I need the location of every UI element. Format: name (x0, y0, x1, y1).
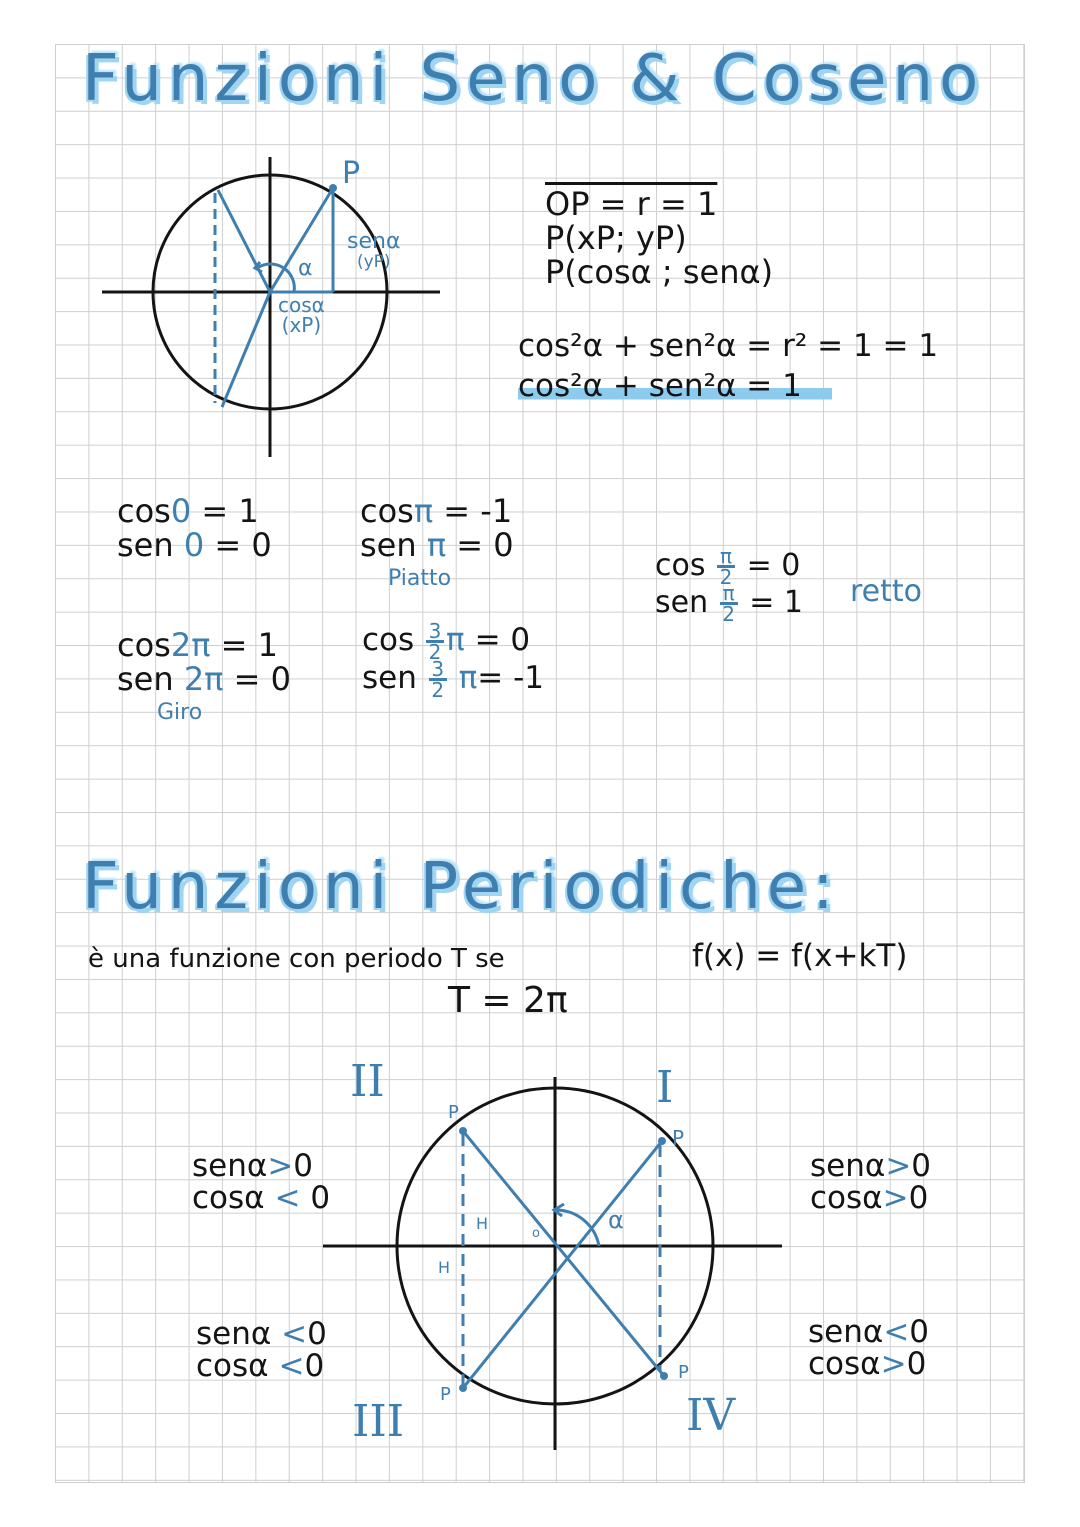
definition-radius: OP = r = 1 (545, 185, 718, 223)
fraction-pi-over-2: $\frac{\pi}{2}$ (717, 548, 735, 585)
sin-label-text: senα (347, 229, 401, 254)
fundamental-identity: cos²α + sen²α = 1 (518, 368, 832, 404)
sen-text: sen (655, 585, 709, 620)
quadrant-numeral-iii: III (352, 1396, 405, 1447)
sen-value: = 1 (749, 585, 803, 620)
point-p-label: P (342, 156, 361, 191)
angle-alpha-label: α (298, 256, 313, 281)
values-angle-2pi (117, 628, 291, 730)
angle-name-retto: retto (850, 574, 923, 609)
sign-symbol: < (883, 1314, 910, 1350)
page-title: Funzioni Seno & Coseno (82, 42, 985, 116)
cos-value: = -1 (443, 492, 513, 530)
sign-symbol: > (882, 1180, 909, 1216)
cos-text: cos (655, 548, 706, 583)
unit-circle-diagram-top (102, 157, 440, 457)
cos-value: = 0 (746, 548, 801, 583)
sen-value: = -1 (477, 660, 545, 696)
definitions-block (545, 187, 773, 289)
cos-value: = 1 (220, 626, 278, 664)
angle-text: π (426, 526, 447, 564)
point-p-label-iii: P (440, 1384, 451, 1405)
sen-text: sen (117, 660, 174, 698)
angle-text: 0 (183, 526, 205, 564)
cos-text: cos (117, 492, 171, 530)
periodic-definition: è una funzione con periodo T se (88, 944, 505, 974)
angle-text: 0 (170, 492, 192, 530)
identity-derivation: cos²α + sen²α = r² = 1 = 1 (518, 328, 939, 364)
point-p-label-ii: P (448, 1102, 459, 1123)
sign-symbol: < (281, 1316, 308, 1352)
sign-symbol: < (274, 1180, 301, 1216)
sen-text: sen (362, 660, 417, 696)
sin-label (347, 229, 401, 272)
pi-text: π (458, 660, 478, 696)
cos-value: = 1 (201, 492, 259, 530)
angle-alpha-label-2: α (608, 1206, 624, 1234)
quadrant-numeral-iv: IV (686, 1390, 736, 1441)
sign-symbol: > (880, 1346, 907, 1382)
sen-text: sen (360, 526, 417, 564)
sen-text: sen (117, 526, 174, 564)
fraction-3-over-2: $\frac{3}{2}$ (426, 623, 444, 660)
period-value: T = 2π (448, 980, 568, 1021)
sign-symbol: > (885, 1148, 912, 1184)
sen-value: = 0 (214, 526, 272, 564)
point-p-label-i: P (672, 1126, 685, 1150)
definition-point-coords: P(xP; yP) (545, 219, 687, 257)
cos-label-text: cosα (278, 293, 325, 317)
quadrant-iii-signs: senα <0 cosα <0 (196, 1316, 327, 1384)
quadrant-iv-signs: senα<0 cosα>0 (808, 1314, 930, 1382)
cos-text: cos (117, 626, 171, 664)
foot-h-label-upper: H (476, 1214, 489, 1233)
angle-text: 2π (183, 660, 224, 698)
foot-h-label-lower: H (438, 1258, 451, 1277)
fraction-pi-over-2: $\frac{\pi}{2}$ (720, 585, 738, 622)
fraction-3-over-2: $\frac{3}{2}$ (429, 661, 447, 698)
point-p-label-iv: P (678, 1362, 689, 1383)
values-angle-3pi-half (362, 619, 545, 702)
cos-label (278, 295, 325, 335)
sign-symbol: < (278, 1348, 305, 1384)
periodic-formula: f(x) = f(x+kT) (692, 938, 908, 974)
quadrant-i-signs: senα>0 cosα>0 (810, 1148, 932, 1216)
origin-label: o (532, 1226, 540, 1241)
definition-point-trig: P(cosα ; senα) (545, 253, 774, 291)
values-angle-0 (117, 494, 272, 562)
pi-text: π (446, 622, 465, 658)
angle-name-giro: Giro (157, 700, 203, 725)
sin-sub-text: (yP) (356, 252, 391, 272)
quadrant-ii-signs: senα>0 cosα < 0 (192, 1148, 331, 1216)
sen-value: = 0 (233, 660, 291, 698)
angle-text: 2π (170, 626, 211, 664)
cos-text: cos (362, 622, 415, 658)
values-angle-pi (360, 494, 514, 596)
section-title-periodic: Funzioni Periodiche: (82, 850, 840, 924)
values-angle-pi-half (655, 544, 803, 626)
quadrant-numeral-i: I (656, 1062, 674, 1113)
cos-sub-text: (xP) (281, 313, 322, 337)
cos-text: cos (360, 492, 414, 530)
angle-text: π (413, 492, 434, 530)
cos-value: = 0 (474, 622, 531, 658)
angle-name-piatto: Piatto (388, 566, 452, 591)
sign-symbol: > (267, 1148, 294, 1184)
sen-value: = 0 (456, 526, 514, 564)
quadrant-numeral-ii: II (350, 1056, 385, 1107)
